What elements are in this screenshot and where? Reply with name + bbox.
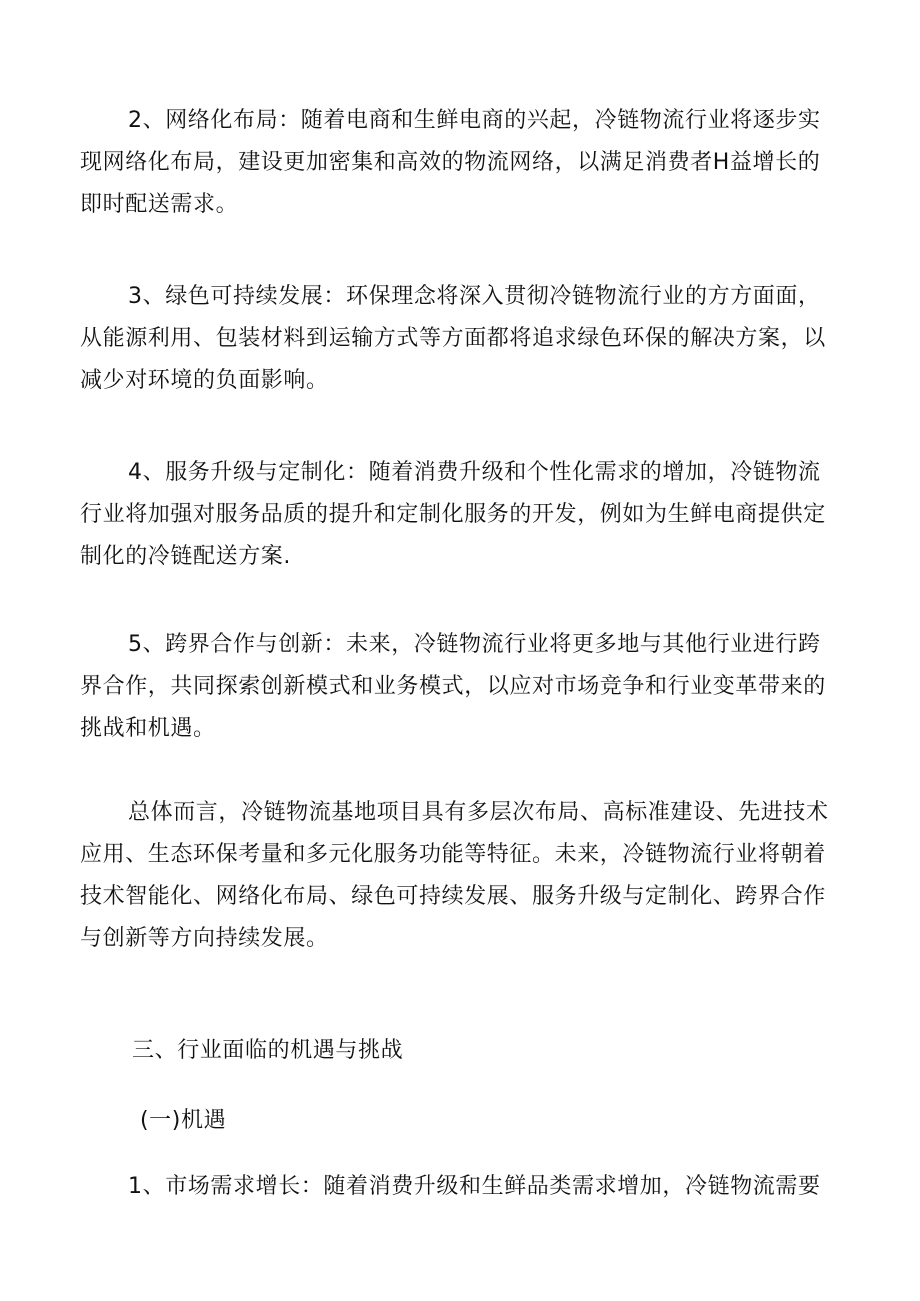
paragraph-market-demand: [80, 1166, 840, 1208]
section-heading: 三、行业面临的机遇与挑战: [132, 1038, 404, 1063]
paragraph-service-upgrade: [80, 452, 840, 578]
paragraph-network-layout: [80, 100, 840, 226]
paragraph-line: 技术智能化、网络化布局、绿色可持续发展、服务升级与定制化、跨界合作: [80, 884, 826, 909]
paragraph-line: 4、服务升级与定制化：随着消费升级和个性化需求的增加，冷链物流: [128, 460, 821, 485]
paragraph-line: 2、网络化布局：随着电商和生鲜电商的兴起，冷链物流行业将逐步实: [128, 108, 821, 133]
paragraph-line: 现网络化布局，建设更加密集和高效的物流网络，以满足消费者H益增长的: [80, 150, 821, 175]
sub-heading: (一)机遇: [140, 1108, 227, 1133]
paragraph-line: 减少对环境的负面影响。: [80, 368, 329, 393]
paragraph-line: 3、绿色可持续发展：环保理念将深入贯彻冷链物流行业的方方面面，: [128, 284, 821, 309]
paragraph-line: 挑战和机遇。: [80, 716, 216, 741]
paragraph-line: 5、跨界合作与创新：未来，冷链物流行业将更多地与其他行业进行跨: [128, 632, 821, 657]
paragraph-line: 1、市场需求增长：随着消费升级和生鲜品类需求增加，冷链物流需要: [128, 1174, 821, 1199]
paragraph-line: 即时配送需求。: [80, 192, 239, 217]
paragraph-line: 制化的冷链配送方案.: [80, 544, 291, 569]
paragraph-summary: [80, 792, 840, 960]
paragraph-line: 界合作，共同探索创新模式和业务模式，以应对市场竞争和行业变革带来的: [80, 674, 826, 699]
paragraph-cross-border: [80, 624, 840, 750]
paragraph-green-sustainable: [80, 276, 840, 402]
paragraph-line: 从能源利用、包装材料到运输方式等方面都将追求绿色环保的解决方案，以: [80, 326, 826, 351]
paragraph-line: 与创新等方向持续发展。: [80, 926, 329, 951]
paragraph-line: 应用、生态环保考量和多元化服务功能等特征。未来，冷链物流行业将朝着: [80, 842, 826, 867]
paragraph-line: 行业将加强对服务品质的提升和定制化服务的开发，例如为生鲜电商提供定: [80, 502, 826, 527]
paragraph-line: 总体而言，冷链物流基地项目具有多层次布局、高标准建设、先进技术: [128, 800, 829, 825]
